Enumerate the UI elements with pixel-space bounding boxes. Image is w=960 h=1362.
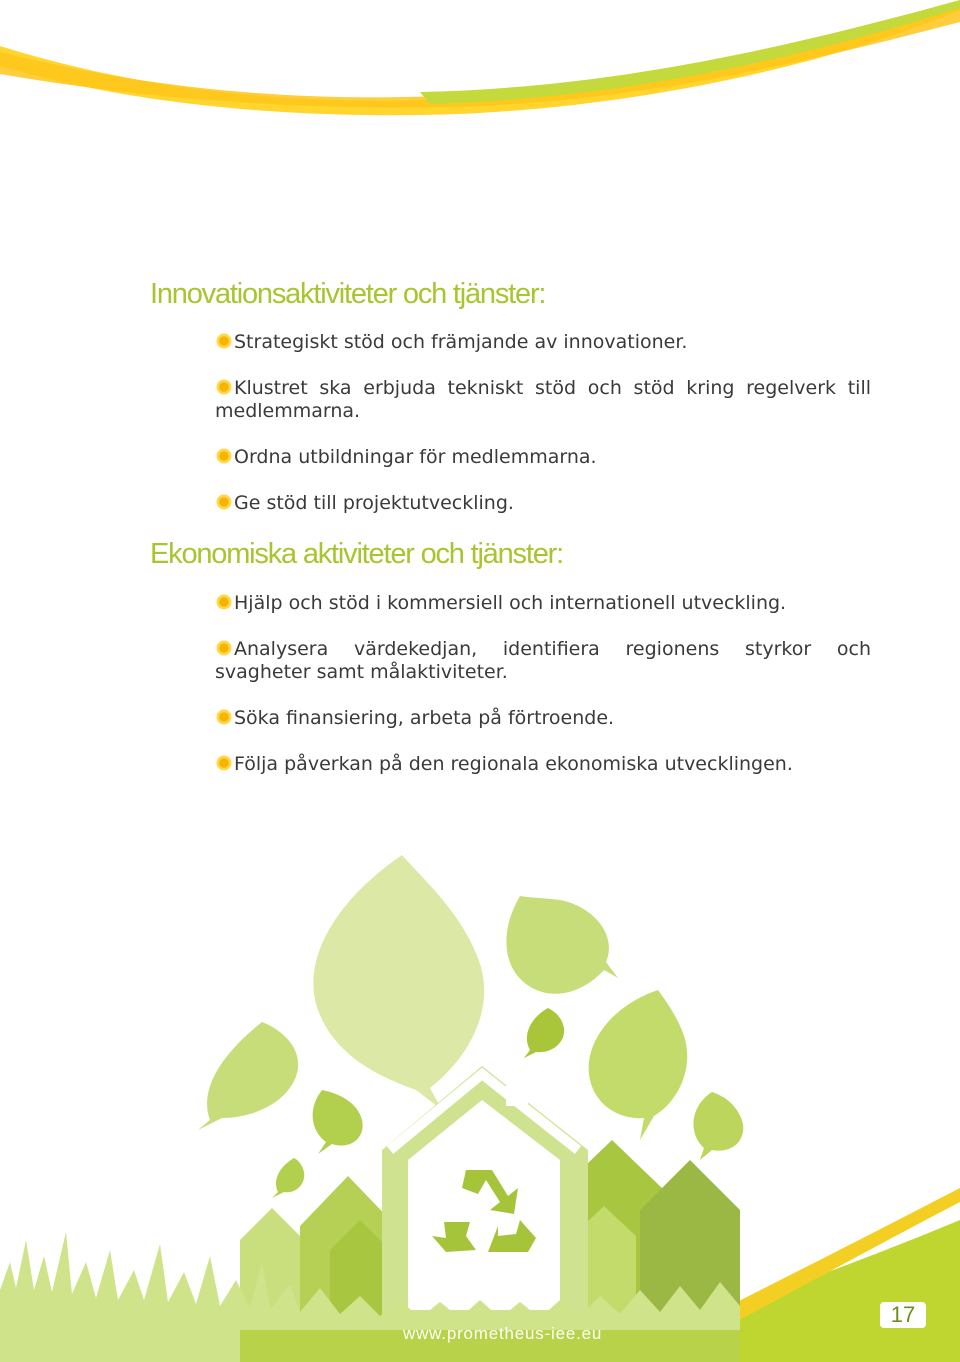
eco-houses-illustration — [0, 840, 960, 1362]
list-item-text: Söka finansiering, arbeta på förtroende. — [234, 707, 615, 729]
section-heading-economic: Ekonomiska aktiviteter och tjänster: — [150, 538, 563, 570]
list-item — [215, 331, 871, 354]
list-item — [215, 377, 871, 423]
list-item-text: Strategiskt stöd och främjande av innovationer. — [234, 331, 688, 353]
list-item — [215, 638, 871, 684]
innovation-list — [215, 331, 871, 515]
economic-list — [215, 592, 871, 776]
sun-bullet-icon — [215, 378, 233, 396]
sun-bullet-icon — [215, 332, 233, 350]
section-heading-innovation: Innovationsaktiviteter och tjänster: — [150, 278, 546, 310]
sun-bullet-icon — [215, 639, 233, 657]
top-swoosh-decoration — [0, 0, 960, 130]
sun-bullet-icon — [215, 493, 233, 511]
sun-bullet-icon — [215, 593, 233, 611]
sun-bullet-icon — [215, 708, 233, 726]
list-item — [215, 592, 871, 615]
list-item-text: Följa påverkan på den regionala ekonomiska utvecklingen. — [234, 753, 793, 775]
list-item-text: Klustret ska erbjuda tekniskt stöd och stöd kring regelverk till medlemmarna. — [215, 377, 871, 422]
list-item — [215, 707, 871, 730]
page-number: 17 — [880, 1302, 926, 1328]
list-item-text: Hjälp och stöd i kommersiell och internationell utveckling. — [234, 592, 787, 614]
footer-url: www.prometheus-iee.eu — [403, 1324, 603, 1343]
list-item-text: Ge stöd till projektutveckling. — [234, 492, 514, 514]
sun-bullet-icon — [215, 447, 233, 465]
list-item-text: Analysera värdekedjan, identifiera regionens styrkor och svagheter samt målaktiviteter. — [215, 638, 871, 683]
list-item-text: Ordna utbildningar för medlemmarna. — [234, 446, 597, 468]
list-item — [215, 492, 871, 515]
list-item — [215, 446, 871, 469]
list-item — [215, 753, 871, 776]
sun-bullet-icon — [215, 754, 233, 772]
